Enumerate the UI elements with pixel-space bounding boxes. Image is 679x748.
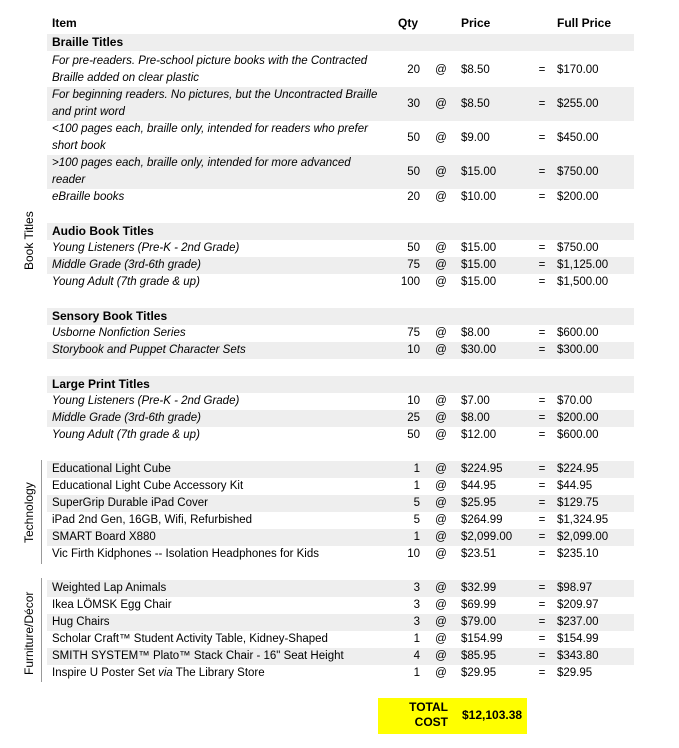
full-price-cell: $600.00: [557, 429, 599, 441]
at-symbol: @: [435, 650, 447, 662]
qty-cell: 10: [407, 548, 420, 560]
header-item: Item: [52, 16, 77, 30]
qty-cell: 1: [413, 633, 420, 645]
at-symbol: @: [435, 514, 447, 526]
qty-cell: 4: [413, 650, 420, 662]
table-row: [47, 478, 634, 495]
full-price-cell: $255.00: [557, 97, 599, 110]
price-cell: $224.95: [461, 463, 503, 475]
item-description: For beginning readers. No pictures, but the Uncontracted Braille and print word: [52, 89, 378, 118]
table-row: [47, 274, 634, 291]
full-price-cell: $98.97: [557, 582, 593, 594]
price-cell: $7.00: [461, 395, 490, 407]
qty-cell: 1: [413, 463, 420, 475]
full-price-cell: $224.95: [557, 463, 599, 475]
item-description: For pre-readers. Pre-school picture books with the Contracted Braille added on clear plastic: [52, 55, 368, 84]
full-price-cell: $750.00: [557, 165, 599, 178]
at-symbol: @: [435, 327, 447, 339]
item-description: Young Listeners (Pre-K - 2nd Grade): [52, 242, 240, 254]
at-symbol: @: [435, 165, 447, 178]
section-sensory-book-titles: [47, 308, 634, 325]
equals-symbol: =: [538, 531, 546, 543]
full-price-cell: $1,125.00: [557, 259, 609, 271]
price-cell: $32.99: [461, 582, 497, 594]
header-full-price: Full Price: [557, 16, 612, 30]
equals-symbol: =: [538, 395, 546, 407]
equals-symbol: =: [538, 259, 546, 271]
total-cost-box: [378, 698, 527, 734]
item-description: [52, 665, 382, 682]
at-symbol: @: [435, 667, 447, 679]
equals-symbol: =: [538, 667, 546, 679]
equals-symbol: =: [538, 497, 546, 509]
full-price-cell: $70.00: [557, 395, 593, 407]
table-row: [47, 461, 634, 478]
table-row: [47, 546, 634, 563]
equals-symbol: =: [538, 412, 546, 424]
full-price-cell: $129.75: [557, 497, 599, 509]
qty-cell: 3: [413, 616, 420, 628]
side-label-technology: Technology: [22, 482, 36, 543]
item-description: <100 pages each, braille only, intended for readers who prefer short book: [52, 123, 368, 152]
table-row: [47, 87, 634, 121]
at-symbol: @: [435, 480, 447, 492]
price-cell: $154.99: [461, 633, 503, 645]
table-row: [47, 495, 634, 512]
item-description: Middle Grade (3rd-6th grade): [52, 412, 201, 424]
full-price-cell: $237.00: [557, 616, 599, 628]
full-price-cell: $200.00: [557, 412, 599, 424]
qty-cell: 100: [400, 276, 420, 288]
qty-cell: 10: [407, 344, 420, 356]
at-symbol: @: [435, 616, 447, 628]
full-price-cell: $2,099.00: [557, 531, 609, 543]
price-cell: $23.51: [461, 548, 497, 560]
table-row: [47, 155, 634, 189]
price-cell: $15.00: [461, 165, 497, 178]
qty-cell: 50: [407, 429, 420, 441]
price-cell: $15.00: [461, 242, 497, 254]
full-price-cell: $1,324.95: [557, 514, 609, 526]
item-description: Hug Chairs: [52, 616, 110, 628]
table-row: [47, 648, 634, 665]
item-description: SuperGrip Durable iPad Cover: [52, 497, 208, 509]
equals-symbol: =: [538, 616, 546, 628]
at-symbol: @: [435, 191, 447, 203]
at-symbol: @: [435, 395, 447, 407]
item-description: Ikea LÖMSK Egg Chair: [52, 599, 172, 611]
table-row: [47, 189, 634, 206]
item-description: SMITH SYSTEM™ Plato™ Stack Chair - 16" Seat Height: [52, 650, 344, 662]
at-symbol: @: [435, 531, 447, 543]
price-cell: $25.95: [461, 497, 497, 509]
item-description: Educational Light Cube: [52, 463, 171, 475]
table-row: [47, 393, 634, 410]
section-large-print-titles: [47, 376, 634, 393]
qty-cell: 50: [407, 242, 420, 254]
item-description: Middle Grade (3rd-6th grade): [52, 259, 201, 271]
qty-cell: 50: [407, 131, 420, 144]
furniture-divider: [41, 578, 42, 682]
full-price-cell: $750.00: [557, 242, 599, 254]
qty-cell: 1: [413, 531, 420, 543]
price-cell: $85.95: [461, 650, 497, 662]
price-cell: $10.00: [461, 191, 497, 203]
table-row: [47, 257, 634, 274]
equals-symbol: =: [538, 429, 546, 441]
table-row: [47, 631, 634, 648]
table-row: [47, 342, 634, 359]
price-cell: $9.00: [461, 131, 490, 144]
price-cell: $8.00: [461, 412, 490, 424]
item-description: Young Adult (7th grade & up): [52, 276, 200, 288]
section-braille-titles: [47, 34, 634, 51]
table-row: [47, 529, 634, 546]
equals-symbol: =: [538, 548, 546, 560]
item-description: SMART Board X880: [52, 531, 156, 543]
item-description: iPad 2nd Gen, 16GB, Wifi, Refurbished: [52, 514, 253, 526]
total-cost-value: $12,103.38: [462, 708, 523, 722]
table-row: [47, 240, 634, 257]
price-cell: $12.00: [461, 429, 497, 441]
price-cell: $69.99: [461, 599, 497, 611]
qty-cell: 5: [413, 514, 420, 526]
price-cell: $8.50: [461, 63, 490, 76]
equals-symbol: =: [538, 463, 546, 475]
at-symbol: @: [435, 276, 447, 288]
equals-symbol: =: [538, 276, 546, 288]
item-description: eBraille books: [52, 191, 125, 203]
section-title: Large Print Titles: [52, 377, 150, 391]
full-price-cell: $450.00: [557, 131, 599, 144]
full-price-cell: $300.00: [557, 344, 599, 356]
equals-symbol: =: [538, 131, 546, 144]
side-label-furniture: Furniture/Décor: [22, 591, 36, 675]
equals-symbol: =: [538, 514, 546, 526]
at-symbol: @: [435, 259, 447, 271]
item-text-start: Inspire U Poster Set: [52, 667, 159, 679]
item-description: Vic Firth Kidphones -- Isolation Headphones for Kids: [52, 548, 319, 560]
at-symbol: @: [435, 131, 447, 144]
table-row: [47, 614, 634, 631]
price-cell: $29.95: [461, 667, 497, 679]
full-price-cell: $209.97: [557, 599, 599, 611]
section-audio-book-titles: [47, 223, 634, 240]
qty-cell: 3: [413, 582, 420, 594]
equals-symbol: =: [538, 650, 546, 662]
qty-cell: 1: [413, 480, 420, 492]
qty-cell: 25: [407, 412, 420, 424]
at-symbol: @: [435, 633, 447, 645]
table-row: [47, 665, 634, 682]
price-cell: $30.00: [461, 344, 497, 356]
equals-symbol: =: [538, 344, 546, 356]
item-description: >100 pages each, braille only, intended for more advanced reader: [52, 157, 351, 186]
qty-cell: 75: [407, 259, 420, 271]
equals-symbol: =: [538, 63, 546, 76]
table-row: [47, 427, 634, 444]
equals-symbol: =: [538, 582, 546, 594]
at-symbol: @: [435, 548, 447, 560]
price-cell: $2,099.00: [461, 531, 513, 543]
item-description: Usborne Nonfiction Series: [52, 327, 186, 339]
equals-symbol: =: [538, 191, 546, 203]
price-cell: $15.00: [461, 259, 497, 271]
item-description: Scholar Craft™ Student Activity Table, Kidney-Shaped: [52, 633, 328, 645]
equals-symbol: =: [538, 242, 546, 254]
section-title: Braille Titles: [52, 35, 124, 49]
qty-cell: 1: [413, 667, 420, 679]
price-cell: $79.00: [461, 616, 497, 628]
at-symbol: @: [435, 497, 447, 509]
table-row: [47, 121, 634, 155]
total-label-line1: TOTAL: [409, 700, 448, 714]
equals-symbol: =: [538, 327, 546, 339]
full-price-cell: $154.99: [557, 633, 599, 645]
table-row: [47, 580, 634, 597]
full-price-cell: $600.00: [557, 327, 599, 339]
section-title: Sensory Book Titles: [52, 309, 168, 323]
at-symbol: @: [435, 344, 447, 356]
qty-cell: 50: [407, 165, 420, 178]
header-price: Price: [461, 16, 491, 30]
total-label-line2: COST: [414, 715, 448, 729]
table-row: [47, 53, 634, 87]
qty-cell: 3: [413, 599, 420, 611]
at-symbol: @: [435, 582, 447, 594]
table-row: [47, 512, 634, 529]
equals-symbol: =: [538, 97, 546, 110]
qty-cell: 20: [407, 191, 420, 203]
table-row: [47, 410, 634, 427]
at-symbol: @: [435, 463, 447, 475]
price-cell: $8.00: [461, 327, 490, 339]
equals-symbol: =: [538, 480, 546, 492]
qty-cell: 75: [407, 327, 420, 339]
at-symbol: @: [435, 429, 447, 441]
price-cell: $264.99: [461, 514, 503, 526]
item-description: Storybook and Puppet Character Sets: [52, 344, 246, 356]
equals-symbol: =: [538, 165, 546, 178]
item-description: Young Adult (7th grade & up): [52, 429, 200, 441]
equals-symbol: =: [538, 599, 546, 611]
section-title: Audio Book Titles: [52, 224, 154, 238]
equals-symbol: =: [538, 633, 546, 645]
at-symbol: @: [435, 599, 447, 611]
full-price-cell: $343.80: [557, 650, 599, 662]
price-cell: $15.00: [461, 276, 497, 288]
full-price-cell: $29.95: [557, 667, 593, 679]
qty-cell: 20: [407, 63, 420, 76]
qty-cell: 30: [407, 97, 420, 110]
side-label-book-titles: Book Titles: [22, 211, 36, 270]
qty-cell: 5: [413, 497, 420, 509]
item-description: Weighted Lap Animals: [52, 582, 167, 594]
full-price-cell: $235.10: [557, 548, 599, 560]
at-symbol: @: [435, 242, 447, 254]
full-price-cell: $1,500.00: [557, 276, 609, 288]
qty-cell: 10: [407, 395, 420, 407]
total-cost-label: [384, 700, 448, 730]
price-cell: $44.95: [461, 480, 497, 492]
item-text-emphasis: via: [158, 667, 173, 679]
header-qty: Qty: [398, 16, 419, 30]
full-price-cell: $170.00: [557, 63, 599, 76]
technology-divider: [41, 460, 42, 564]
at-symbol: @: [435, 412, 447, 424]
table-row: [47, 597, 634, 614]
item-description: Educational Light Cube Accessory Kit: [52, 480, 244, 492]
full-price-cell: $200.00: [557, 191, 599, 203]
price-cell: $8.50: [461, 97, 490, 110]
table-row: [47, 325, 634, 342]
at-symbol: @: [435, 97, 447, 110]
full-price-cell: $44.95: [557, 480, 593, 492]
at-symbol: @: [435, 63, 447, 76]
item-text-end: The Library Store: [172, 667, 265, 679]
item-description: Young Listeners (Pre-K - 2nd Grade): [52, 395, 240, 407]
